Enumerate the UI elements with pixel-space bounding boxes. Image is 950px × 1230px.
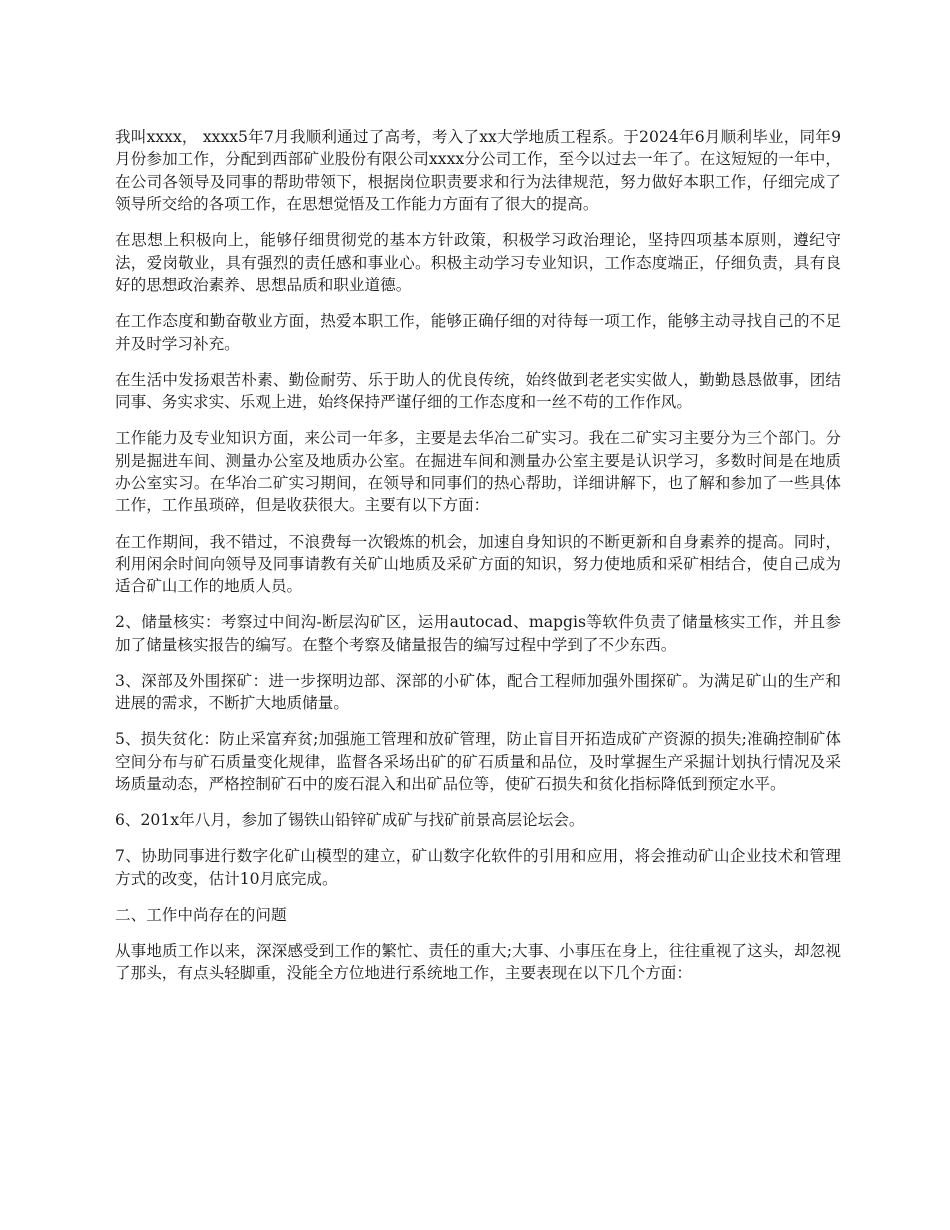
paragraph-intro: 我叫xxxx， xxxx5年7月我顺利通过了高考，考入了xx大学地质工程系。于2024年6月顺利毕业，同年9月份参加工作，分配到西部矿业股份有限公司xxxx分公司工作，至今以过去一年了。在这短短的一年中，在公司各领导及同事的帮助带领下，根据岗位职责要求和行为法律规范，努力做好本职工作，仔细完成了领导所交给的各项工作，在思想觉悟及工作能力方面有了很大的提高。 [115, 128, 841, 214]
paragraph-work-attitude: 在工作态度和勤奋敬业方面，热爱本职工作，能够正确仔细的对待每一项工作，能够主动寻找自己的不足并及时学习补充。 [115, 312, 841, 353]
paragraph-ideology: 在思想上积极向上，能够仔细贯彻党的基本方针政策，积极学习政治理论，坚持四项基本原则，遵纪守法，爱岗敬业，具有强烈的责任感和事业心。积极主动学习专业知识，工作态度端正，仔细负责，具有良好的思想政治素养、思想品质和职业道德。 [115, 231, 841, 295]
paragraph-item-digital-mine: 7、协助同事进行数字化矿山模型的建立，矿山数字化软件的引用和应用，将会推动矿山企业技术和管理方式的改变，估计10月底完成。 [115, 847, 841, 888]
paragraph-work-ability: 工作能力及专业知识方面，来公司一年多，主要是去华冶二矿实习。我在二矿实习主要分为三个部门。分别是掘进车间、测量办公室及地质办公室。在掘进车间和测量办公室主要是认识学习，多数时间是在地质办公室实习。在华冶二矿实习期间，在领导和同事们的热心帮助，详细讲解下，也了解和参加了一些具体工作，工作虽琐碎，但是收获很大。主要有以下方面： [115, 429, 841, 515]
document-body [115, 126, 841, 999]
paragraph-item-forum: 6、201x年八月，参加了锡铁山铅锌矿成矿与找矿前景高层论坛会。 [115, 811, 585, 830]
paragraph-life-style: 在生活中发扬艰苦朴素、勤俭耐劳、乐于助人的优良传统，始终做到老老实实做人，勤勤恳恳做事，团结同事、务实求实、乐观上进，始终保持严谨仔细的工作态度和一丝不苟的工作作风。 [115, 370, 841, 412]
paragraph-learning: 在工作期间，我不错过，不浪费每一次锻炼的机会，加速自身知识的不断更新和自身素养的提高。同时，利用闲余时间向领导及同事请教有关矿山地质及采矿方面的知识，努力使地质和采矿相结合，使自己成为适合矿山工作的地质人员。 [115, 532, 841, 596]
paragraph-problems: 从事地质工作以来，深深感受到工作的繁忙、责任的重大;大事、小事压在身上，往往重视了这头，却忽视了那头，有点头轻脚重，没能全方位地进行系统地工作，主要表现在以下几个方面： [115, 942, 841, 983]
paragraph-item-loss-dilution: 5、损失贫化：防止采富弃贫;加强施工管理和放矿管理，防止盲目开拓造成矿产资源的损失;准确控制矿体空间分布与矿石质量变化规律，监督各采场出矿的矿石质量和品位，及时掌握生产采掘计划执行情况及采场质量动态，严格控制矿石中的废石混入和出矿品位等，使矿石损失和贫化指标降低到预定水平。 [115, 730, 841, 794]
section-heading-problems: 二、工作中尚存在的问题 [115, 905, 287, 924]
paragraph-item-reserve-verification: 2、储量核实：考察过中间沟-断层沟矿区，运用autocad、mapgis等软件负责了储量核实工作，并且参加了储量核实报告的编写。在整个考察及储量报告的编写过程中学到了不少东西。 [115, 613, 841, 654]
paragraph-item-deep-exploration: 3、深部及外围探矿：进一步探明边部、深部的小矿体，配合工程师加强外围探矿。为满足矿山的生产和进展的需求，不断扩大地质储量。 [115, 671, 841, 713]
